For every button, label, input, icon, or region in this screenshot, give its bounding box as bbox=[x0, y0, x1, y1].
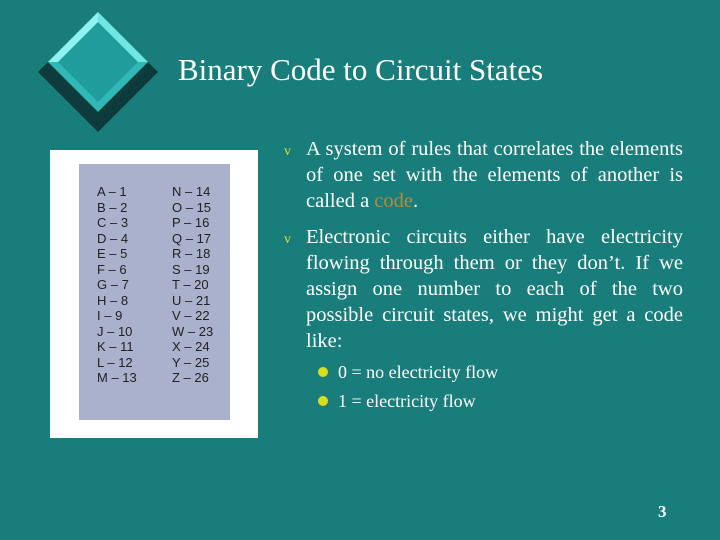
page-number: 3 bbox=[658, 502, 667, 521]
sub-bullet-list bbox=[316, 358, 498, 416]
table-entry: A – 1 bbox=[97, 184, 127, 199]
table-entry: L – 12 bbox=[97, 354, 133, 370]
table-entry: T – 20 bbox=[172, 277, 209, 292]
table-entry: W – 23 bbox=[172, 323, 214, 339]
table-entry: S – 19 bbox=[172, 261, 210, 277]
table-column-left bbox=[97, 184, 137, 386]
table-entry: U – 21 bbox=[172, 292, 211, 308]
table-entry: Z – 26 bbox=[172, 370, 209, 385]
table-entry: I – 9 bbox=[97, 308, 123, 323]
sub-bullet-text: 1 = electricity flow bbox=[338, 391, 476, 411]
table-entry: K – 11 bbox=[97, 339, 134, 354]
table-entry: B – 2 bbox=[97, 199, 128, 215]
table-entry: X – 24 bbox=[172, 339, 210, 354]
table-entry: Q – 17 bbox=[172, 230, 212, 246]
table-entry: R – 18 bbox=[172, 246, 211, 261]
table-entry: N – 14 bbox=[172, 184, 211, 199]
table-entry: M – 13 bbox=[97, 370, 137, 385]
table-column-right bbox=[172, 184, 213, 386]
table-entry: V – 22 bbox=[172, 308, 210, 323]
letter-code-image bbox=[50, 150, 258, 438]
letter-number-table bbox=[79, 164, 230, 420]
slide-title: Binary Code to Circuit States bbox=[178, 52, 544, 87]
table-entry: F – 6 bbox=[97, 261, 127, 277]
bullet-marker-icon: v bbox=[284, 232, 291, 247]
bullet-marker-icon: v bbox=[284, 144, 291, 159]
bullet-text: Electronic circuits either have electricity flowing through them or they don’t. If we assign one number to each of the two possible circuit states, we might get a code like: bbox=[306, 226, 683, 352]
table-entry: P – 16 bbox=[172, 215, 210, 230]
sub-bullet-text: 0 = no electricity flow bbox=[338, 362, 499, 382]
bullet-text-end: . bbox=[413, 190, 419, 212]
sub-bullet-item bbox=[316, 358, 498, 387]
table-entry: D – 4 bbox=[97, 230, 129, 246]
table-entry: O – 15 bbox=[172, 199, 212, 215]
table-entry: J – 10 bbox=[97, 323, 133, 339]
table-entry: H – 8 bbox=[97, 292, 129, 308]
code-term: code bbox=[374, 190, 413, 212]
table-entry: C – 3 bbox=[97, 215, 129, 230]
dot-bullet-icon bbox=[318, 396, 328, 406]
table-entry: Y – 25 bbox=[172, 354, 210, 370]
diamond-logo-icon bbox=[38, 12, 158, 132]
bullet-item bbox=[284, 224, 683, 354]
bullet-list bbox=[284, 136, 683, 354]
dot-bullet-icon bbox=[318, 367, 328, 377]
bullet-text: A system of rules that correlates the elements of one set with the elements of another is called a bbox=[306, 138, 683, 212]
sub-bullet-item bbox=[316, 387, 498, 416]
bullet-item bbox=[284, 136, 683, 214]
table-entry: G – 7 bbox=[97, 277, 129, 292]
table-entry: E – 5 bbox=[97, 246, 128, 261]
